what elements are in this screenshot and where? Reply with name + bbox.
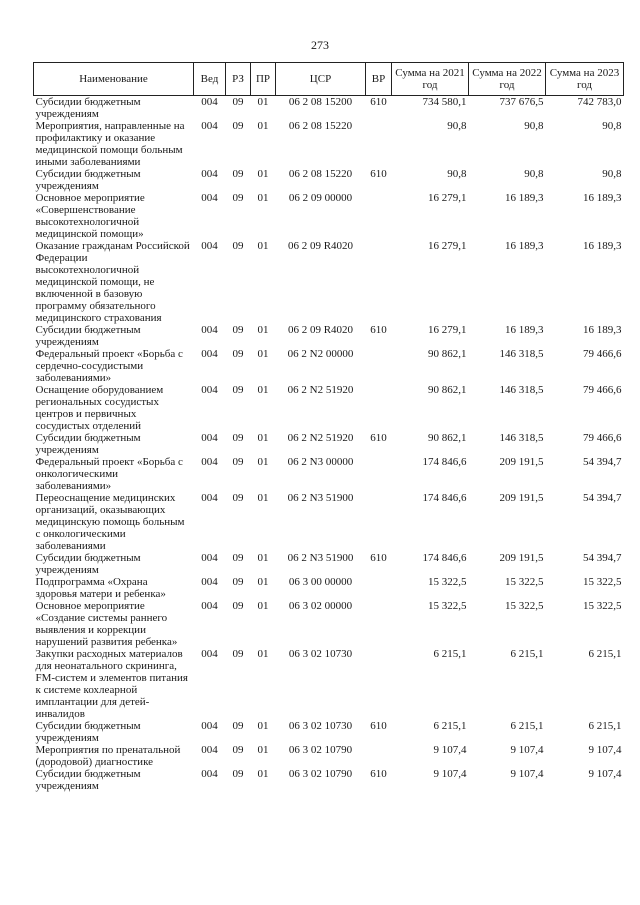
cell-pr: 01	[257, 552, 269, 564]
cell-rz: 09	[232, 192, 244, 204]
cell-ved: 004	[201, 96, 218, 108]
cell-ved: 004	[201, 648, 218, 660]
cell-vr	[366, 120, 392, 168]
cell-vr	[366, 384, 392, 432]
cell-vr	[366, 240, 392, 324]
cell-vr	[366, 744, 392, 768]
cell-vr	[366, 192, 392, 240]
table-row	[34, 120, 624, 168]
cell-sum-2023: 79 466,6	[583, 348, 622, 360]
table-row	[34, 240, 624, 324]
header-rz: РЗ	[226, 63, 251, 96]
cell-sum-2021: 90,8	[447, 120, 467, 132]
cell-ved: 004	[201, 168, 218, 180]
header-sum-2023: Сумма на 2023 год	[546, 63, 624, 96]
cell-sum-2023: 16 189,3	[583, 192, 622, 204]
cell-sum-2023: 79 466,6	[583, 384, 622, 396]
cell-sum-2022: 209 191,5	[499, 492, 544, 504]
cell-name: Оказание гражданам Российской Федерации высокотехнологичной медицинской помощи, не включенной в базовую программу обязательного медицинского страхования	[35, 240, 190, 324]
cell-rz: 09	[232, 384, 244, 396]
cell-rz: 09	[232, 432, 244, 444]
cell-csr: 06 3 02 10790	[288, 768, 353, 780]
cell-sum-2022: 16 189,3	[505, 324, 544, 336]
header-sum-2022: Сумма на 2022 год	[469, 63, 546, 96]
cell-pr: 01	[257, 432, 269, 444]
cell-pr: 01	[257, 384, 269, 396]
cell-name: Федеральный проект «Борьба с сердечно-сосудистыми заболеваниями»	[35, 348, 183, 384]
cell-ved: 004	[201, 492, 218, 504]
cell-ved: 004	[201, 432, 218, 444]
table-row	[34, 576, 624, 600]
cell-sum-2021: 9 107,4	[433, 768, 467, 780]
cell-sum-2021: 174 846,6	[422, 456, 467, 468]
cell-rz: 09	[232, 576, 244, 588]
cell-name: Оснащение оборудованием региональных сосудистых центров и первичных сосудистых отделений	[35, 384, 164, 432]
cell-vr	[366, 576, 392, 600]
cell-sum-2023: 6 215,1	[588, 720, 622, 732]
cell-sum-2023: 15 322,5	[583, 600, 622, 612]
cell-name: Переоснащение медицинских организаций, оказывающих медицинскую помощь больным с онкологическими заболеваниями	[35, 492, 185, 552]
cell-ved: 004	[201, 348, 218, 360]
cell-sum-2022: 6 215,1	[510, 648, 544, 660]
cell-sum-2022: 146 318,5	[499, 384, 544, 396]
cell-vr	[366, 492, 392, 552]
cell-ved: 004	[201, 456, 218, 468]
table-row	[34, 552, 624, 576]
header-pr: ПР	[251, 63, 276, 96]
cell-csr: 06 2 N3 51900	[287, 552, 354, 564]
cell-rz: 09	[232, 324, 244, 336]
cell-sum-2021: 15 322,5	[428, 576, 467, 588]
header-ved: Вед	[194, 63, 226, 96]
cell-pr: 01	[257, 240, 269, 252]
cell-rz: 09	[232, 492, 244, 504]
cell-sum-2023: 79 466,6	[583, 432, 622, 444]
cell-name: Основное мероприятие «Совершенствование высокотехнологичной медицинской помощи»	[35, 192, 145, 240]
cell-sum-2023: 54 394,7	[583, 552, 622, 564]
cell-pr: 01	[257, 168, 269, 180]
header-sum-2021: Сумма на 2021 год	[392, 63, 469, 96]
cell-sum-2021: 90 862,1	[428, 432, 467, 444]
cell-pr: 01	[257, 324, 269, 336]
cell-csr: 06 2 08 15220	[288, 168, 353, 180]
cell-rz: 09	[232, 240, 244, 252]
cell-sum-2022: 209 191,5	[499, 456, 544, 468]
cell-pr: 01	[257, 768, 269, 780]
cell-name: Мероприятия по пренатальной (дородовой) диагностике	[35, 744, 181, 768]
cell-vr: 610	[370, 720, 387, 732]
cell-csr: 06 2 08 15200	[288, 96, 353, 108]
cell-pr: 01	[257, 96, 269, 108]
table-body	[34, 96, 624, 793]
cell-sum-2021: 734 580,1	[422, 96, 467, 108]
cell-name: Субсидии бюджетным учреждениям	[35, 324, 141, 348]
cell-name: Закупки расходных материалов для неонатального скрининга, FM-систем и элементов питания к системе кохлеарной имплантации для детей-инвалидов	[35, 648, 188, 720]
cell-pr: 01	[257, 744, 269, 756]
cell-sum-2022: 90,8	[524, 120, 544, 132]
cell-sum-2023: 54 394,7	[583, 456, 622, 468]
cell-vr: 610	[370, 432, 387, 444]
header-name: Наименование	[34, 63, 194, 96]
cell-sum-2023: 6 215,1	[588, 648, 622, 660]
cell-vr: 610	[370, 96, 387, 108]
cell-sum-2021: 174 846,6	[422, 492, 467, 504]
cell-csr: 06 2 N2 00000	[287, 348, 354, 360]
cell-name: Федеральный проект «Борьба с онкологическими заболеваниями»	[35, 456, 183, 492]
table-row	[34, 600, 624, 648]
cell-sum-2021: 15 322,5	[428, 600, 467, 612]
table-row	[34, 492, 624, 552]
cell-ved: 004	[201, 192, 218, 204]
cell-name: Мероприятия, направленные на профилактику и оказание медицинской помощи больным иными заболеваниями	[35, 120, 185, 168]
table-row	[34, 192, 624, 240]
cell-csr: 06 2 09 00000	[288, 192, 353, 204]
table-row	[34, 744, 624, 768]
table-row	[34, 384, 624, 432]
cell-csr: 06 2 08 15220	[288, 120, 353, 132]
cell-rz: 09	[232, 552, 244, 564]
cell-rz: 09	[232, 600, 244, 612]
table-row	[34, 648, 624, 720]
cell-sum-2023: 90,8	[602, 120, 622, 132]
table-row	[34, 432, 624, 456]
table-row	[34, 720, 624, 744]
table-header-row	[34, 63, 624, 96]
cell-vr	[366, 456, 392, 492]
table-row	[34, 168, 624, 192]
cell-sum-2021: 90 862,1	[428, 348, 467, 360]
cell-name: Основное мероприятие «Создание системы раннего выявления и коррекции нарушений развития ребенка»	[35, 600, 178, 648]
cell-csr: 06 3 00 00000	[288, 576, 353, 588]
cell-ved: 004	[201, 120, 218, 132]
cell-pr: 01	[257, 576, 269, 588]
cell-rz: 09	[232, 744, 244, 756]
cell-sum-2021: 9 107,4	[433, 744, 467, 756]
cell-sum-2021: 16 279,1	[428, 324, 467, 336]
cell-sum-2022: 146 318,5	[499, 348, 544, 360]
cell-sum-2023: 9 107,4	[588, 768, 622, 780]
cell-csr: 06 2 N3 51900	[287, 492, 354, 504]
cell-csr: 06 2 N2 51920	[287, 384, 354, 396]
cell-sum-2022: 16 189,3	[505, 240, 544, 252]
cell-ved: 004	[201, 744, 218, 756]
table-row	[34, 456, 624, 492]
cell-pr: 01	[257, 192, 269, 204]
table-row	[34, 96, 624, 121]
cell-sum-2022: 146 318,5	[499, 432, 544, 444]
cell-vr: 610	[370, 168, 387, 180]
page-number: 273	[311, 38, 329, 52]
cell-ved: 004	[201, 600, 218, 612]
cell-sum-2023: 16 189,3	[583, 240, 622, 252]
cell-csr: 06 2 N3 00000	[287, 456, 354, 468]
cell-vr: 610	[370, 552, 387, 564]
cell-sum-2022: 90,8	[524, 168, 544, 180]
cell-ved: 004	[201, 768, 218, 780]
cell-vr	[366, 348, 392, 384]
cell-sum-2021: 6 215,1	[433, 648, 467, 660]
cell-sum-2022: 16 189,3	[505, 192, 544, 204]
cell-ved: 004	[201, 384, 218, 396]
cell-csr: 06 3 02 10790	[288, 744, 353, 756]
cell-csr: 06 3 02 00000	[288, 600, 353, 612]
cell-name: Подпрограмма «Охрана здоровья матери и ребенка»	[35, 576, 166, 600]
cell-sum-2022: 9 107,4	[510, 744, 544, 756]
cell-pr: 01	[257, 348, 269, 360]
cell-sum-2021: 16 279,1	[428, 192, 467, 204]
cell-pr: 01	[257, 120, 269, 132]
cell-csr: 06 3 02 10730	[288, 648, 353, 660]
cell-ved: 004	[201, 576, 218, 588]
cell-pr: 01	[257, 648, 269, 660]
cell-sum-2023: 15 322,5	[583, 576, 622, 588]
cell-sum-2021: 174 846,6	[422, 552, 467, 564]
cell-sum-2022: 209 191,5	[499, 552, 544, 564]
header-csr: ЦСР	[276, 63, 366, 96]
cell-ved: 004	[201, 324, 218, 336]
cell-ved: 004	[201, 240, 218, 252]
cell-sum-2022: 9 107,4	[510, 768, 544, 780]
cell-rz: 09	[232, 768, 244, 780]
cell-sum-2022: 6 215,1	[510, 720, 544, 732]
cell-sum-2023: 9 107,4	[588, 744, 622, 756]
cell-ved: 004	[201, 720, 218, 732]
cell-rz: 09	[232, 348, 244, 360]
cell-vr: 610	[370, 768, 387, 780]
cell-sum-2021: 90,8	[447, 168, 467, 180]
cell-sum-2023: 16 189,3	[583, 324, 622, 336]
cell-csr: 06 2 09 R4020	[287, 324, 354, 336]
cell-ved: 004	[201, 552, 218, 564]
cell-sum-2021: 6 215,1	[433, 720, 467, 732]
cell-name: Субсидии бюджетным учреждениям	[35, 768, 141, 792]
budget-table	[33, 62, 624, 792]
cell-sum-2022: 15 322,5	[505, 576, 544, 588]
table-row	[34, 768, 624, 792]
cell-vr	[366, 600, 392, 648]
cell-name: Субсидии бюджетным учреждениям	[35, 552, 141, 576]
table-row	[34, 324, 624, 348]
cell-name: Субсидии бюджетным учреждениям	[35, 168, 141, 192]
cell-rz: 09	[232, 456, 244, 468]
cell-csr: 06 3 02 10730	[288, 720, 353, 732]
header-vr: ВР	[366, 63, 392, 96]
cell-rz: 09	[232, 96, 244, 108]
cell-csr: 06 2 09 R4020	[287, 240, 354, 252]
cell-name: Субсидии бюджетным учреждениям	[35, 432, 141, 456]
cell-sum-2022: 15 322,5	[505, 600, 544, 612]
cell-sum-2022: 737 676,5	[499, 96, 544, 108]
cell-csr: 06 2 N2 51920	[287, 432, 354, 444]
cell-rz: 09	[232, 648, 244, 660]
cell-sum-2021: 16 279,1	[428, 240, 467, 252]
cell-sum-2023: 54 394,7	[583, 492, 622, 504]
cell-pr: 01	[257, 720, 269, 732]
cell-rz: 09	[232, 168, 244, 180]
cell-pr: 01	[257, 600, 269, 612]
cell-pr: 01	[257, 456, 269, 468]
cell-pr: 01	[257, 492, 269, 504]
cell-vr	[366, 648, 392, 720]
table-row	[34, 348, 624, 384]
cell-name: Субсидии бюджетным учреждениям	[35, 720, 141, 744]
cell-rz: 09	[232, 720, 244, 732]
cell-sum-2021: 90 862,1	[428, 384, 467, 396]
cell-sum-2023: 742 783,0	[577, 96, 622, 108]
cell-vr: 610	[370, 324, 387, 336]
cell-rz: 09	[232, 120, 244, 132]
cell-sum-2023: 90,8	[602, 168, 622, 180]
cell-name: Субсидии бюджетным учреждениям	[35, 96, 141, 120]
